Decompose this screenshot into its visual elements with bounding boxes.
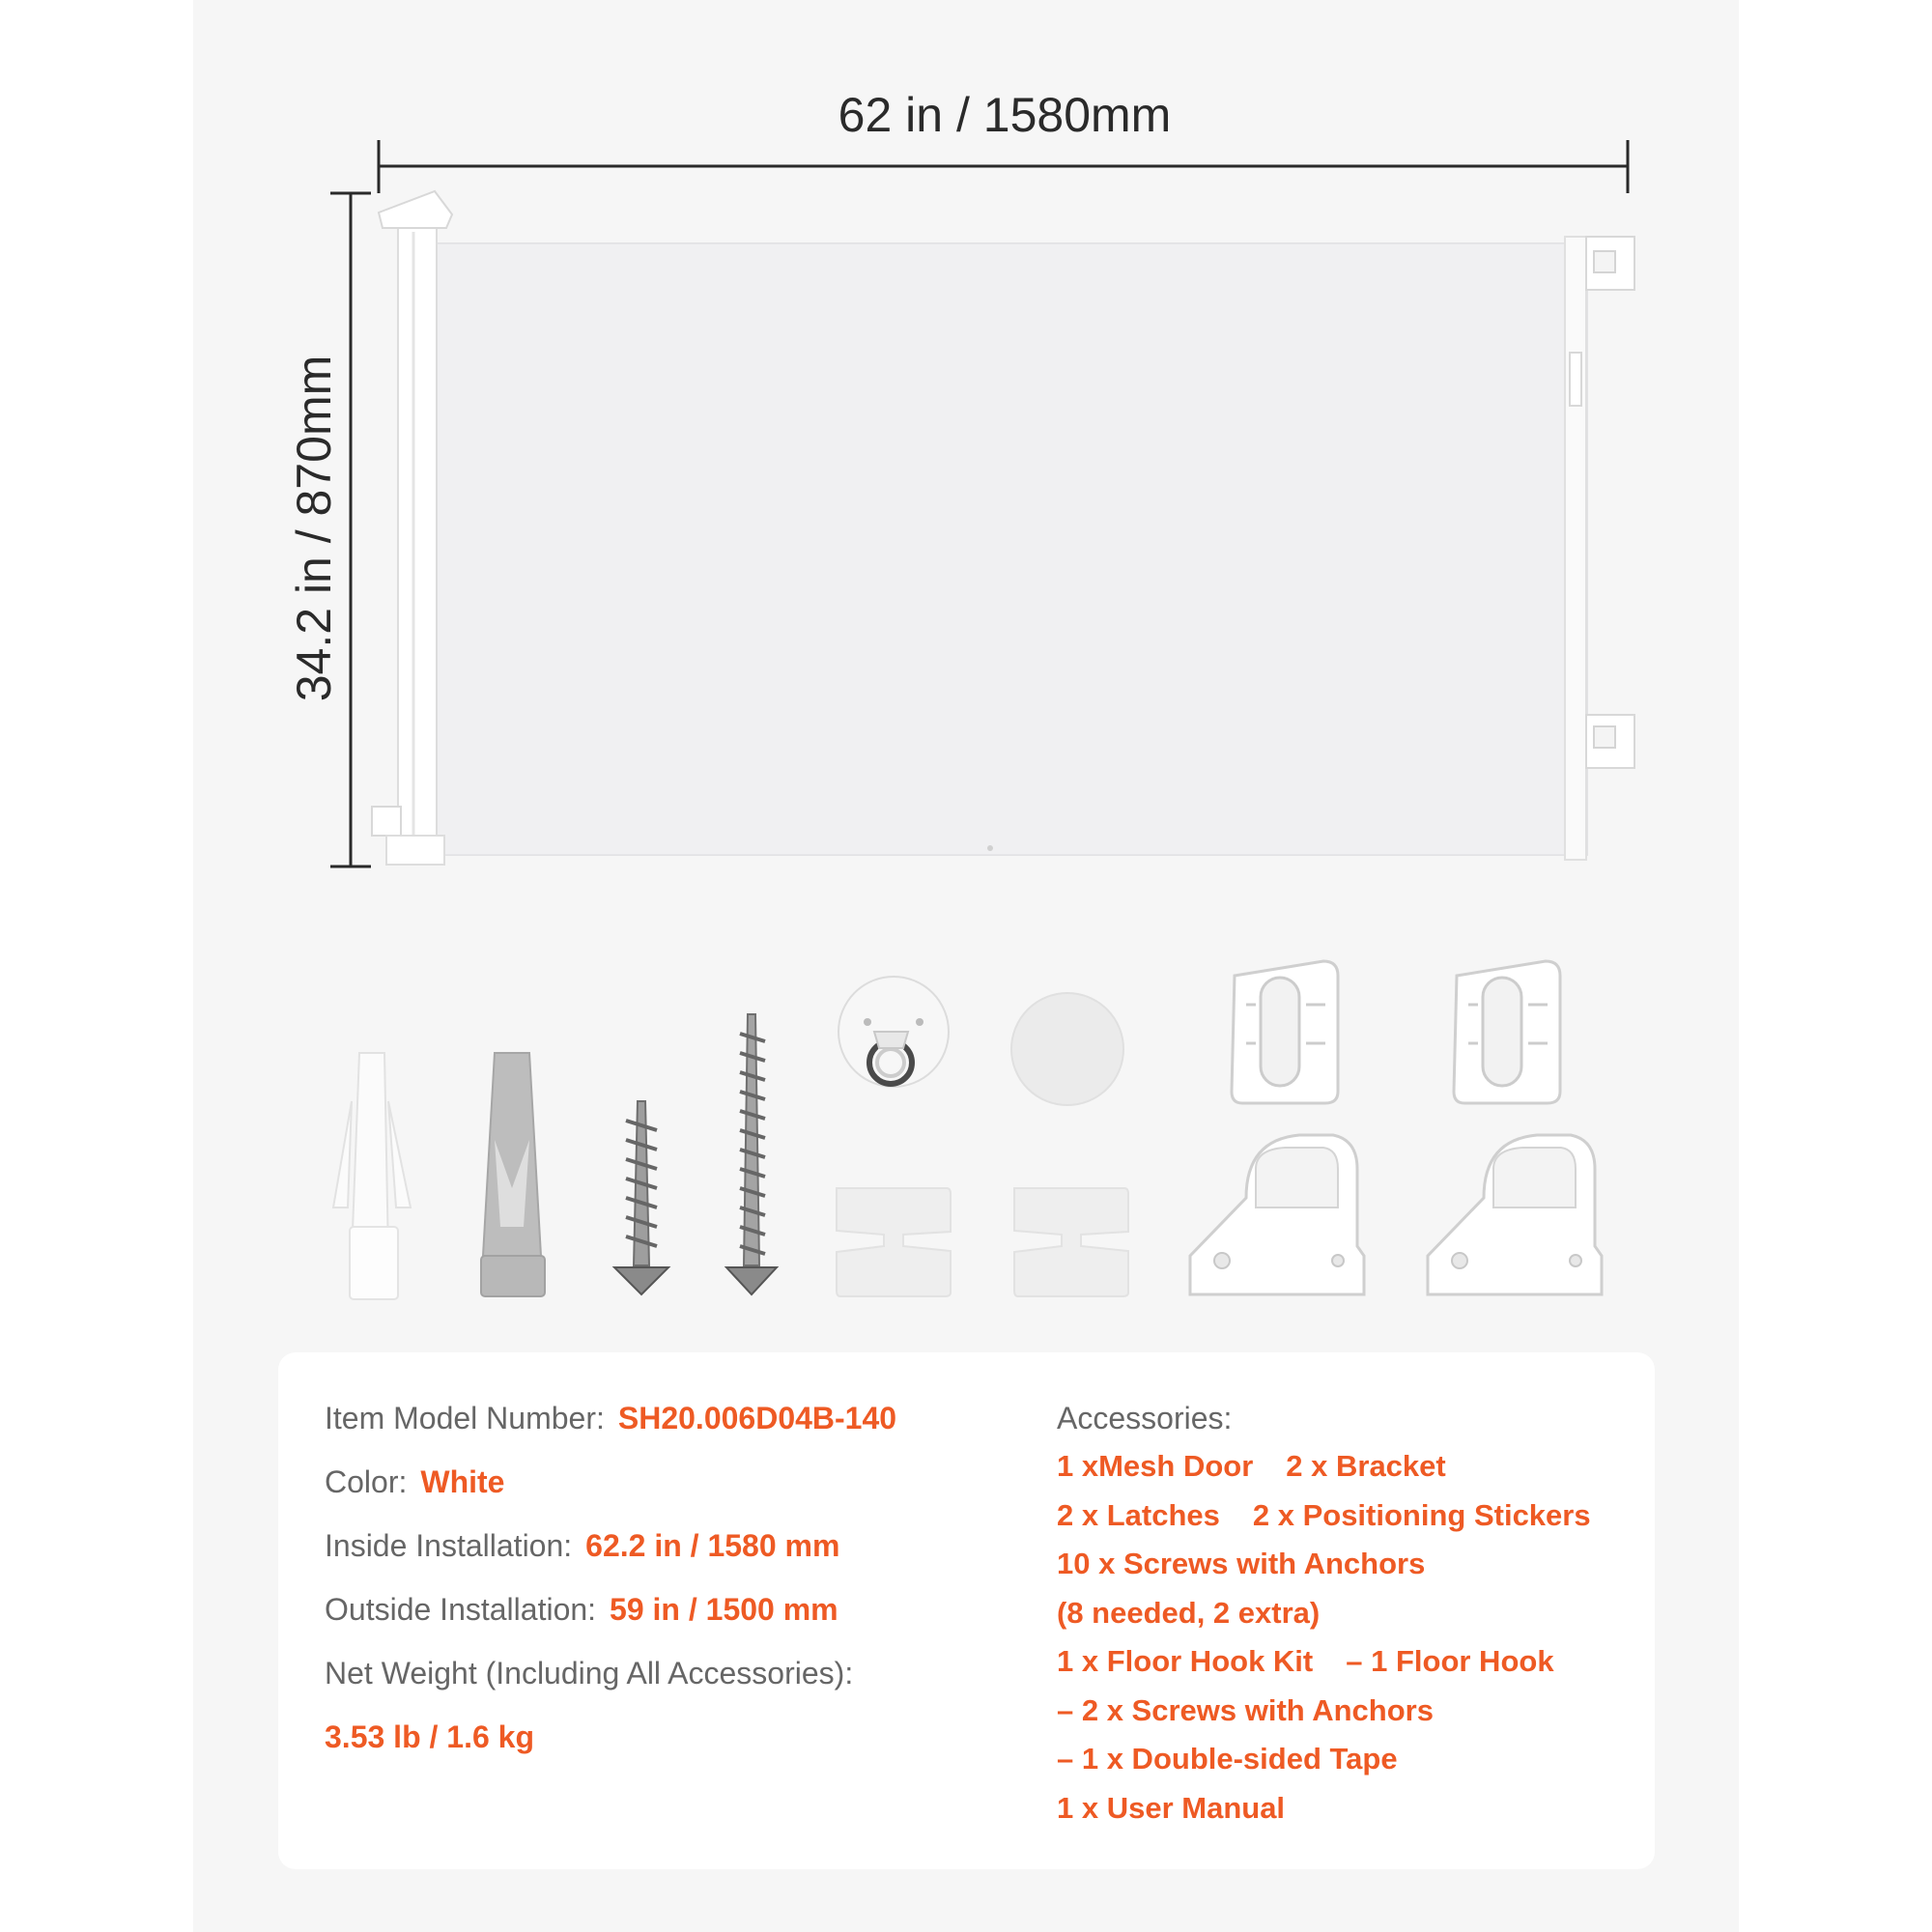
wall-anchor-white-icon xyxy=(333,1053,411,1299)
spec-outside-value: 59 in / 1500 mm xyxy=(610,1592,838,1627)
acc-bracket: 2 x Bracket xyxy=(1286,1449,1446,1483)
acc-floor-hook-kit: 1 x Floor Hook Kit xyxy=(1057,1644,1314,1678)
spec-outside xyxy=(325,1590,1020,1654)
acc-kit-tape: – 1 x Double-sided Tape xyxy=(1057,1742,1398,1776)
spec-weight xyxy=(325,1654,1020,1718)
spec-model-label: Item Model Number: xyxy=(325,1401,605,1435)
width-dimension-label: 62 in / 1580mm xyxy=(838,88,1172,142)
spec-weight-row xyxy=(325,1718,1020,1781)
acc-screws-note: (8 needed, 2 extra) xyxy=(1057,1595,1321,1630)
height-dimension-label: 34.2 in / 870mm xyxy=(287,355,341,702)
short-screw-icon xyxy=(614,1101,668,1294)
wall-anchor-grey-icon xyxy=(481,1053,545,1296)
long-screw-icon xyxy=(726,1014,777,1294)
acc-line-floor-hook xyxy=(1057,1642,1636,1691)
spec-list xyxy=(325,1399,1020,1781)
latch-icon xyxy=(1190,1135,1602,1294)
width-dimension-line xyxy=(379,140,1628,193)
spec-inside xyxy=(325,1526,1020,1590)
acc-mesh-door: 1 xMesh Door xyxy=(1057,1449,1254,1483)
spec-weight-value: 3.53 lb / 1.6 kg xyxy=(325,1719,534,1754)
acc-kit-screws: – 2 x Screws with Anchors xyxy=(1057,1692,1434,1727)
info-card xyxy=(278,1352,1655,1869)
acc-latches: 2 x Latches xyxy=(1057,1497,1220,1532)
spec-color xyxy=(325,1463,1020,1526)
spec-outside-label: Outside Installation: xyxy=(325,1592,597,1627)
spec-model xyxy=(325,1399,1020,1463)
positioning-sticker-icon xyxy=(837,1188,1128,1296)
acc-screws: 10 x Screws with Anchors xyxy=(1057,1547,1426,1580)
spec-inside-label: Inside Installation: xyxy=(325,1528,573,1563)
acc-line-2 xyxy=(1057,1496,1636,1546)
spec-model-value: SH20.006D04B-140 xyxy=(617,1401,897,1435)
mesh-gate-image xyxy=(372,191,1634,865)
spec-inside-value: 62.2 in / 1580 mm xyxy=(585,1528,840,1563)
acc-line-1 xyxy=(1057,1447,1636,1496)
spec-color-value: White xyxy=(420,1464,505,1499)
spec-weight-label: Net Weight (Including All Accessories): xyxy=(325,1656,854,1690)
floor-hook-icon xyxy=(838,977,949,1087)
accessories-title: Accessories: xyxy=(1057,1401,1233,1435)
acc-manual: 1 x User Manual xyxy=(1057,1790,1286,1825)
acc-stickers: 2 x Positioning Stickers xyxy=(1252,1497,1591,1532)
accessories-list xyxy=(1057,1399,1636,1837)
double-sided-tape-icon xyxy=(1011,993,1123,1105)
bracket-icon xyxy=(1232,961,1560,1103)
spec-color-label: Color: xyxy=(325,1464,408,1499)
acc-floor-hook: – 1 Floor Hook xyxy=(1346,1644,1554,1678)
